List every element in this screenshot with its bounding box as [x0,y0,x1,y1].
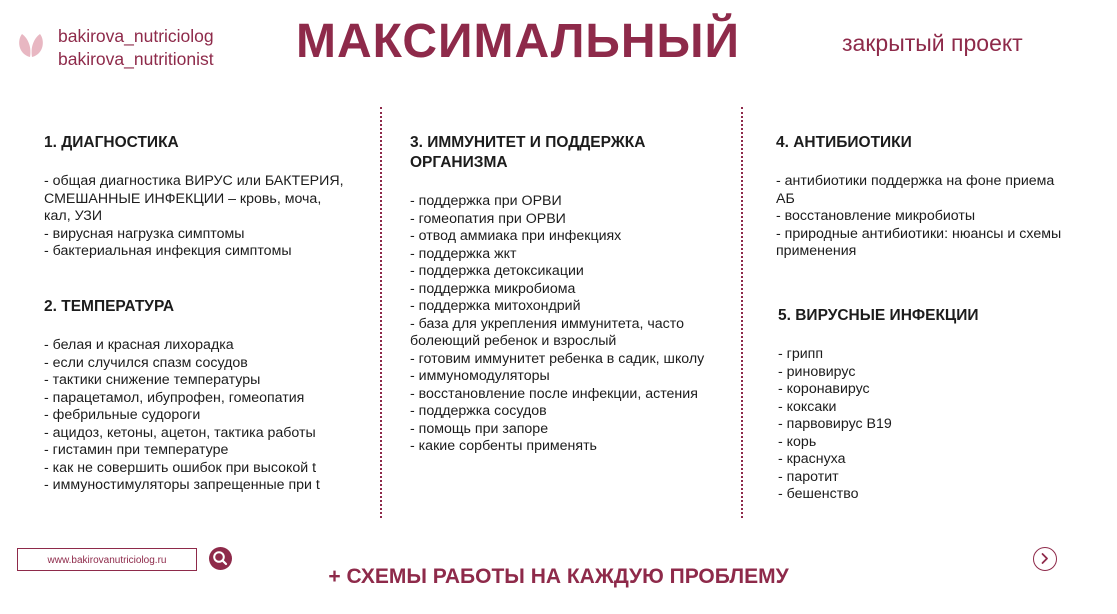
list-item: - корь [778,433,817,450]
list-item: - помощь при запоре [410,420,549,437]
list-item: - отвод аммиака при инфекциях [410,228,622,244]
list-item: - коксаки [778,398,837,415]
list-item: - поддержка сосудов [410,403,547,419]
page-title: МАКСИМАЛЬНЫЙ [296,15,741,68]
section-immunity [410,133,710,456]
section-title: 2. ТЕМПЕРАТУРА [44,298,175,315]
section-list [44,173,344,261]
list-item: - грипп [778,346,824,362]
list-item: - база для укрепления иммунитета, часто болеющий ребенок и взрослый [410,315,684,349]
footer-banner: + СХЕМЫ РАБОТЫ НА КАЖДУЮ ПРОБЛЕМУ [328,565,789,588]
list-item: - ацидоз, кетоны, ацетон, тактика работы [44,424,316,441]
list-item: - краснуха [778,451,846,467]
list-item: - природные антибиотики: нюансы и схемы применения [776,225,1062,259]
list-item: - как не совершить ошибок при высокой t [44,459,317,476]
section-list [776,173,1066,261]
list-item: - поддержка детоксикации [410,263,584,279]
list-item: - вирусная нагрузка симптомы [44,225,245,242]
column-divider [380,107,382,518]
list-item: - если случился спазм сосудов [44,354,248,371]
list-item: - тактики снижение температуры [44,372,261,388]
account-handles [58,25,214,71]
section-viral [778,306,1068,504]
list-item: - паротит [778,468,839,485]
list-item: - гомеопатия при ОРВИ [410,210,566,227]
list-item: - готовим иммунитет ребенка в садик, школу [410,350,705,367]
section-title: 4. АНТИБИОТИКИ [776,134,912,151]
list-item: - белая и красная лихорадка [44,337,234,353]
leaf-logo-icon [16,30,46,60]
page-subtitle: закрытый проект [842,30,1023,56]
list-item: - фебрильные судороги [44,407,201,423]
list-item: - поддержка митохондрий [410,298,581,314]
section-list [410,193,710,456]
section-title: 5. ВИРУСНЫЕ ИНФЕКЦИИ [778,307,979,324]
handle-nutriciolog: bakirova_nutriciolog [58,26,214,46]
list-item: - гистамин при температуре [44,442,229,458]
list-item: - восстановление после инфекции, астения [410,385,698,402]
section-temperature [44,297,364,495]
website-link[interactable]: www.bakirovanutriciolog.ru [17,548,197,571]
list-item: - парвовирус В19 [778,416,892,432]
list-item: - антибиотики поддержка на фоне приема АБ [776,173,1055,207]
list-item: - парацетамол, ибупрофен, гомеопатия [44,389,305,406]
column-divider [741,107,743,518]
list-item: - иммуностимуляторы запрещенные при t [44,477,320,493]
section-title: 3. ИММУНИТЕТ И ПОДДЕРЖКА ОРГАНИЗМА [410,134,646,171]
list-item: - общая диагностика ВИРУС или БАКТЕРИЯ, СМЕШАННЫЕ ИНФЕКЦИИ – кровь, моча, кал, УЗИ [44,173,344,224]
list-item: - восстановление микробиоты [776,208,976,224]
list-item: - поддержка микробиома [410,280,576,297]
handle-nutritionist: bakirova_nutritionist [58,49,214,69]
list-item: - риновирус [778,363,856,380]
section-title: 1. ДИАГНОСТИКА [44,134,179,151]
section-list [44,337,364,495]
list-item: - какие сорбенты применять [410,438,597,454]
chevron-right-icon[interactable] [1033,547,1057,571]
section-list [778,346,1068,504]
list-item: - бактериальная инфекция симптомы [44,243,292,259]
section-diagnostics [44,133,344,261]
list-item: - иммуномодуляторы [410,368,550,384]
list-item: - бешенство [778,486,859,502]
list-item: - поддержка при ОРВИ [410,193,562,209]
list-item: - поддержка жкт [410,245,517,262]
list-item: - коронавирус [778,381,870,397]
section-antibiotics [776,133,1066,261]
